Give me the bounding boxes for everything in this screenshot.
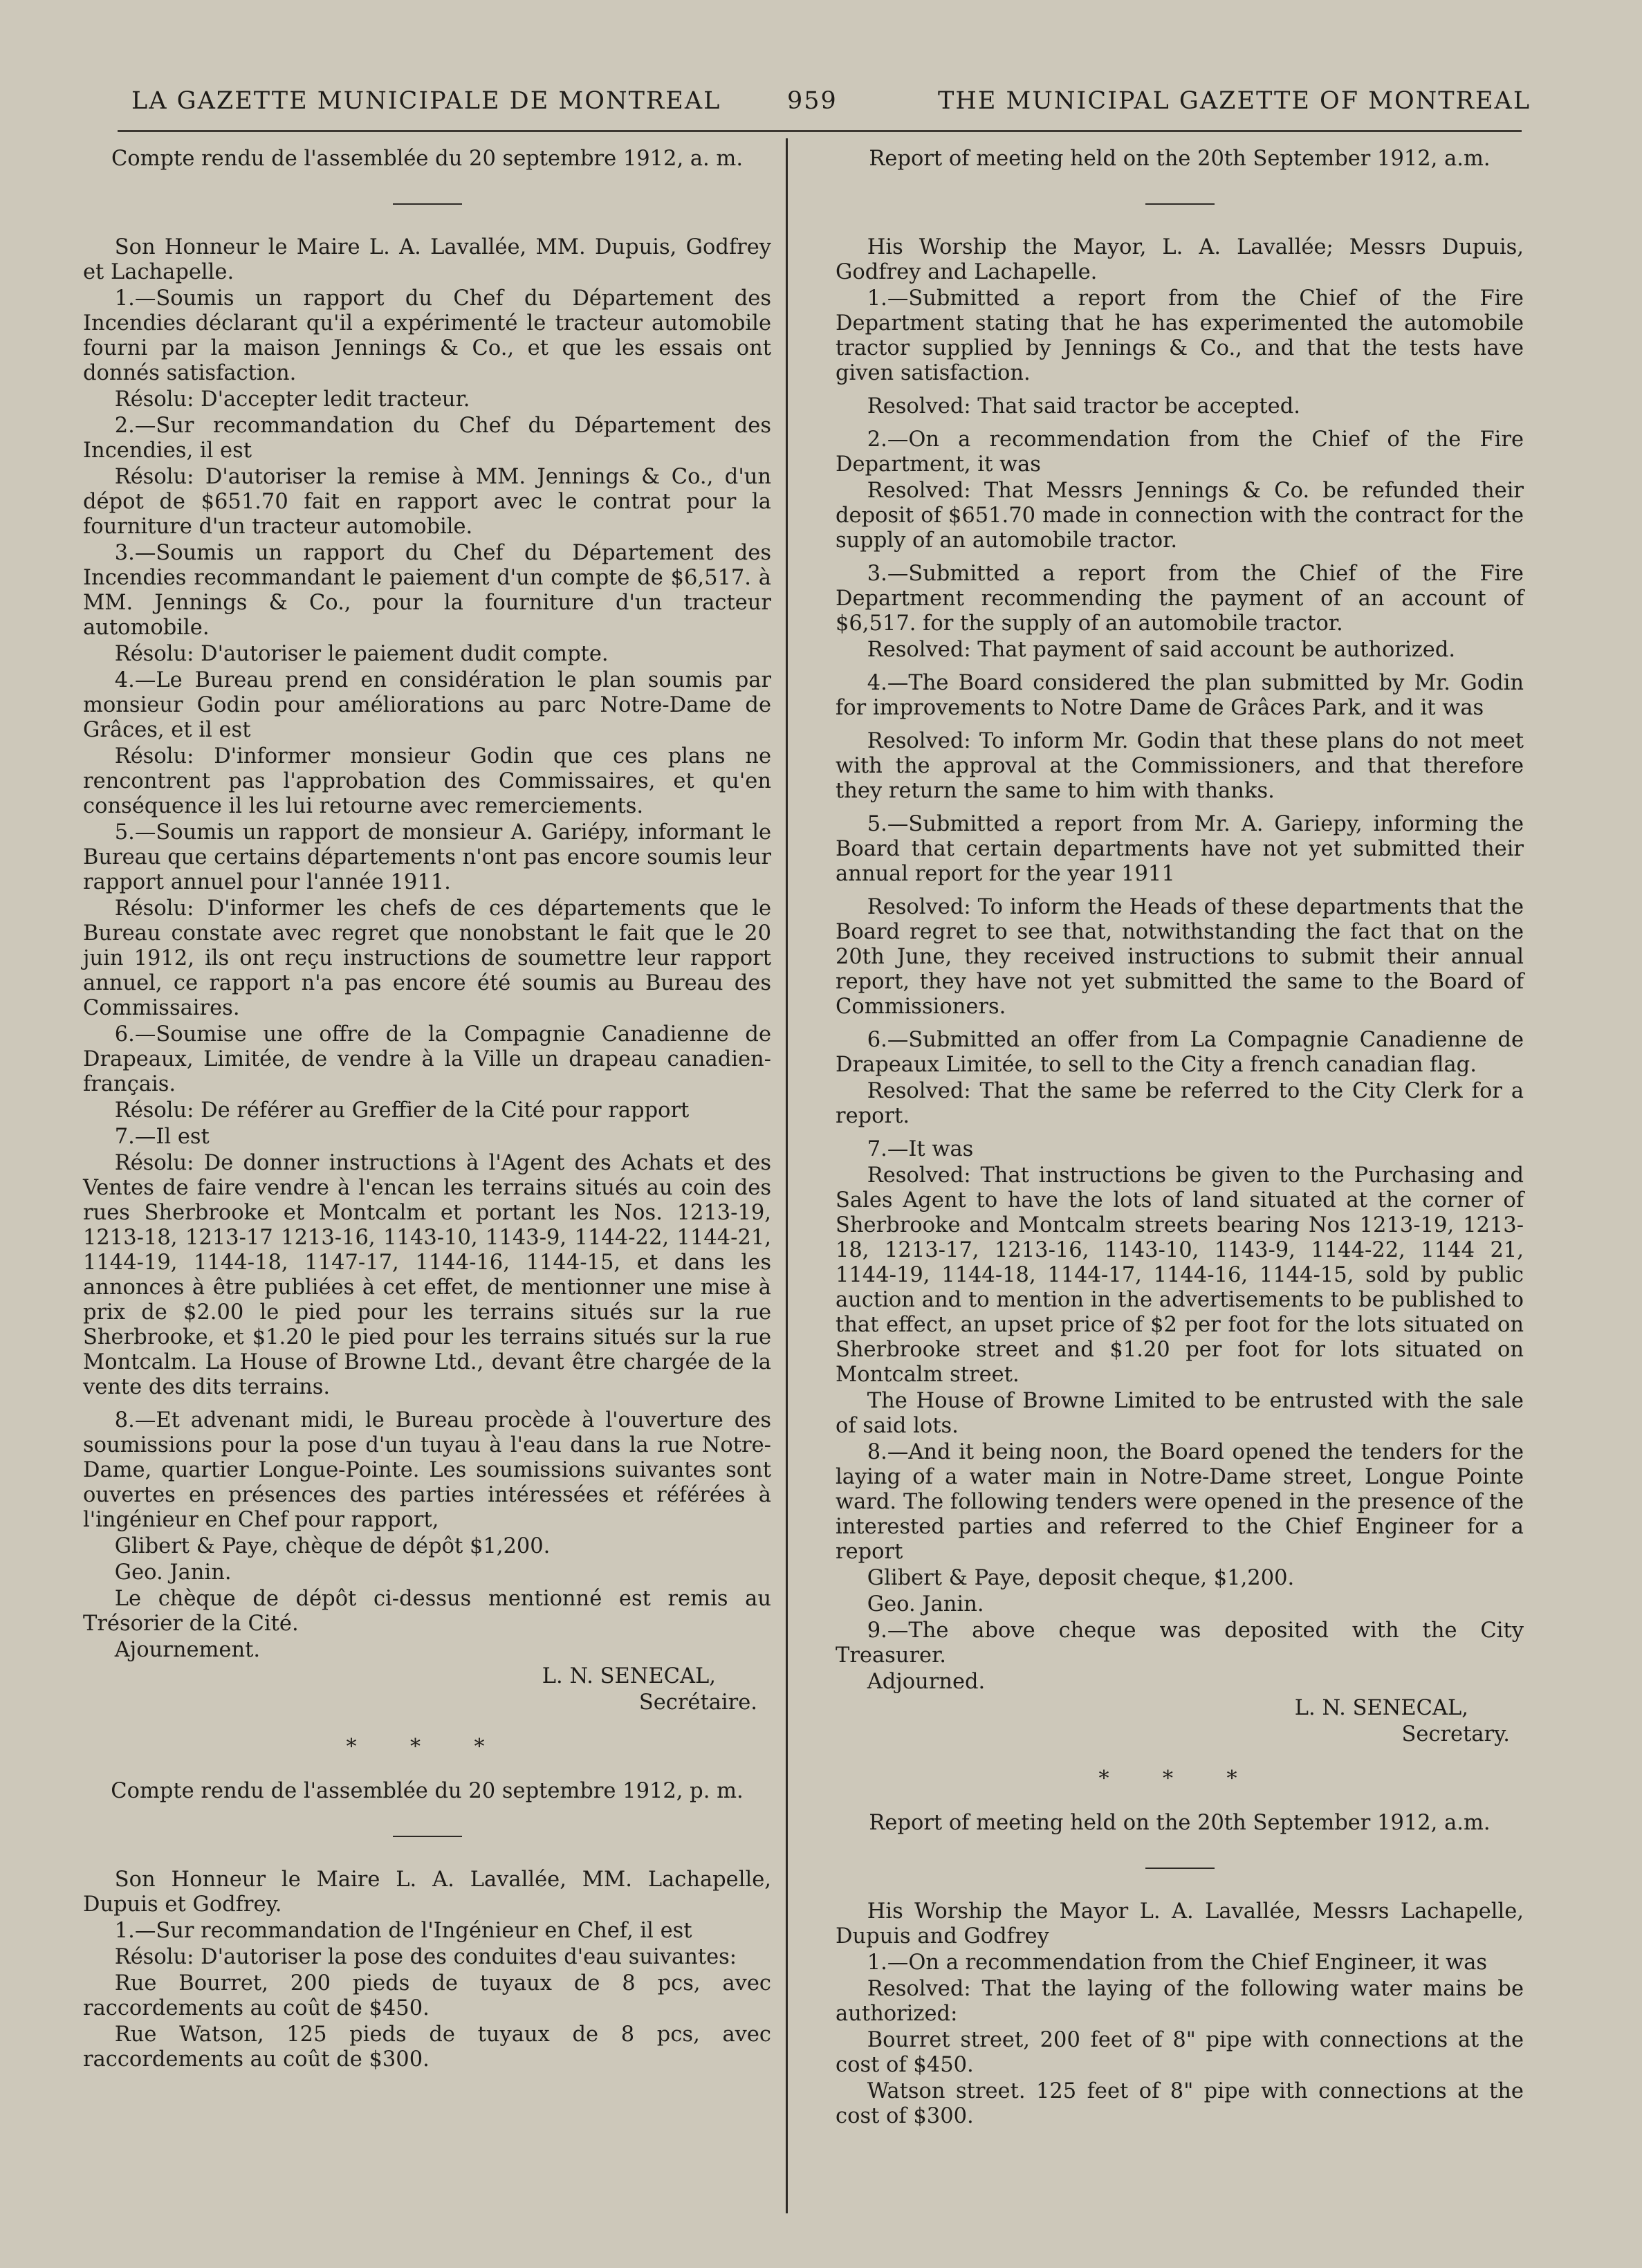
section-stars: * * *	[346, 1735, 508, 1759]
english-am-item-9: 9.—The above cheque was deposited with the City Treasurer.	[836, 1619, 1524, 1668]
english-am-resolution-7: Resolved: That instructions be given to the Purchasing and Sales Agent to have the lots of land situated at the corner of Sherbrooke and Montcalm streets bearing Nos 1213-19, 1213-18, 1213-17, 1213-16, 1143-10, 1143-9, 1144-22, 1144 21, 1144-19, 1144-18, 1144-17, 1144-16, 1144-15, sold by public auction and to mention in the advertisements to be published to that effect, an upset price of $2 per foot for the lots situated on Sherbrooke street and $1.20 per foot for lots situated on Montcalm street.	[836, 1163, 1524, 1387]
french-am-item-2: 2.—Sur recommandation du Chef du Département des Incendies, il est	[83, 414, 771, 463]
french-am-item-3: 3.—Soumis un rapport du Chef du Département des Incendies recommandant le paiement d'un compte de $6,517. à MM. Jennings & Co., pour la fourniture d'un tracteur automobile.	[83, 541, 771, 640]
french-am-present: Son Honneur le Maire L. A. Lavallée, MM. Dupuis, Godfrey et Lachapelle.	[83, 235, 771, 284]
english-am-tender-2: Geo. Janin.	[867, 1592, 984, 1616]
french-pm-title: Compte rendu de l'assemblée du 20 septembre 1912, p. m.	[111, 1779, 744, 1803]
french-am-resolution-5: Résolu: D'informer les chefs de ces départements que le Bureau constate avec regret que nonobstant le fait que le 20 juin 1912, ils ont reçu instructions de soumettre leur rapport annuel, ce rapport n'a pas encore été soumis au Bureau des Commissaires.	[83, 896, 771, 1020]
french-am-resolution-7: Résolu: De donner instructions à l'Agent des Achats et des Ventes de faire vendre à l'encan les terrains situés au coin des rues Sherbrooke et Montcalm et portant les Nos. 1213-19, 1213-18, 1213-17 1213-16, 1143-10, 1143-9, 1144-22, 1144-21, 1144-19, 1144-18, 1147-17, 1144-16, 1144-15, et dans les annonces à être publiées à cet effet, de mentionner une mise à prix de $2.00 le pied pour les terrains situés sur la rue Sherbrooke, et $1.20 le pied pour les terrains situés sur la rue Montcalm. La House of Browne Ltd., devant être chargée de la vente des dits terrains.	[83, 1151, 771, 1399]
english-am-item-5: 5.—Submitted a report from Mr. A. Gariepy, informing the Board that certain departments have not yet submitted their annual report for the year 1911	[836, 812, 1524, 886]
english-am-resolution-5: Resolved: To inform the Heads of these departments that the Board regret to see that, notwithstanding the fact that on the 20th June, they received instructions to submit their annual report, they have not yet submitted the same to the Board of Commissioners.	[836, 895, 1524, 1019]
section-rule	[1145, 1868, 1215, 1869]
french-am-item-9: Le chèque de dépôt ci-dessus mentionné est remis au Trésorier de la Cité.	[83, 1587, 771, 1636]
french-am-resolution-2: Résolu: D'autoriser la remise à MM. Jennings & Co., d'un dépot de $651.70 fait en rapport avec le contrat pour la fourniture d'un tracteur automobile.	[83, 465, 771, 539]
french-am-item-6: 6.—Soumise une offre de la Compagnie Canadienne de Drapeaux, Limitée, de vendre à la Ville un drapeau canadien-français.	[83, 1022, 771, 1096]
column-divider	[786, 138, 788, 2213]
french-am-item-1: 1.—Soumis un rapport du Chef du Département des Incendies déclarant qu'il a expérimenté le tracteur automobile fourni par la maison Jennings & Co., et que les essais ont donnés satisfaction.	[83, 286, 771, 385]
french-am-item-8: 8.—Et advenant midi, le Bureau procède à l'ouverture des soumissions pour la pose d'un tuyau à l'eau dans la rue Notre-Dame, quartier Longue-Pointe. Les soumissions suivantes sont ouvertes en présences des parties intéressées et référées à l'ingénieur en Chef pour rapport,	[83, 1408, 771, 1532]
english-am-item-7-note: The House of Browne Limited to be entrusted with the sale of said lots.	[836, 1389, 1524, 1438]
french-am-resolution-6: Résolu: De référer au Greffier de la Cité pour rapport	[114, 1098, 690, 1123]
french-am-item-7: 7.—Il est	[114, 1125, 210, 1149]
english-am-item-3: 3.—Submitted a report from the Chief of the Fire Department recommending the payment of an account of $6,517. for the supply of an automobile tractor.	[836, 562, 1524, 636]
french-pm-water-main-2: Rue Watson, 125 pieds de tuyaux de 8 pcs, avec raccordements au coût de $300.	[83, 2022, 771, 2072]
english-am-item-7: 7.—It was	[867, 1137, 974, 1161]
french-am-item-5: 5.—Soumis un rapport de monsieur A. Gariépy, informant le Bureau que certains départements n'ont pas encore soumis leur rapport annuel pour l'année 1911.	[83, 820, 771, 894]
french-pm-present: Son Honneur le Maire L. A. Lavallée, MM. Lachapelle, Dupuis et Godfrey.	[83, 1868, 771, 1917]
french-am-item-4: 4.—Le Bureau prend en considération le plan soumis par monsieur Godin pour améliorations au parc Notre-Dame de Grâces, et il est	[83, 668, 771, 742]
english-am-resolution-6: Resolved: That the same be referred to the City Clerk for a report.	[836, 1079, 1524, 1128]
french-am-tender-2: Geo. Janin.	[114, 1560, 232, 1585]
english-am-resolution-2: Resolved: That Messrs Jennings & Co. be refunded their deposit of $651.70 made in connection with the contract for the supply of an automobile tractor.	[836, 479, 1524, 553]
english-am-title: Report of meeting held on the 20th September 1912, a.m.	[869, 147, 1491, 171]
header-english-title: THE MUNICIPAL GAZETTE OF MONTREAL	[938, 87, 1531, 115]
section-rule	[393, 1836, 462, 1837]
english-am-item-6: 6.—Submitted an offer from La Compagnie Canadienne de Drapeaux Limitée, to sell to the City a french canadian flag.	[836, 1028, 1524, 1077]
english-pm-resolution-1: Resolved: That the laying of the following water mains be authorized:	[836, 1977, 1524, 2026]
section-rule	[393, 203, 462, 205]
english-am-signature-role: Secretary.	[1401, 1722, 1510, 1746]
english-am-item-1: 1.—Submitted a report from the Chief of the Fire Department stating that he has experimented the automobile tractor supplied by Jennings & Co., and that the tests have given satisfaction.	[836, 286, 1524, 385]
english-pm-item-1: 1.—On a recommendation from the Chief Engineer, it was	[867, 1951, 1488, 1975]
english-am-resolution-1: Resolved: That said tractor be accepted.	[867, 394, 1300, 418]
english-am-resolution-4: Resolved: To inform Mr. Godin that these plans do not meet with the approval at the Commissioners, and that therefore they return the same to him with thanks.	[836, 729, 1524, 803]
english-pm-title: Report of meeting held on the 20th September 1912, a.m.	[869, 1811, 1491, 1835]
english-am-resolution-3: Resolved: That payment of said account be authorized.	[867, 638, 1456, 662]
english-column	[836, 147, 1524, 2130]
french-pm-resolution-1: Résolu: D'autoriser la pose des conduites d'eau suivantes:	[114, 1945, 737, 1969]
english-pm-water-main-2: Watson street. 125 feet of 8" pipe with connections at the cost of $300.	[836, 2079, 1524, 2128]
french-am-title: Compte rendu de l'assemblée du 20 septembre 1912, a. m.	[111, 147, 744, 171]
english-pm-present: His Worship the Mayor L. A. Lavallée, Messrs Lachapelle, Dupuis and Godfrey	[836, 1899, 1524, 1948]
french-pm-item-1: 1.—Sur recommandation de l'Ingénieur en Chef, il est	[114, 1919, 692, 1943]
section-stars: * * *	[1098, 1767, 1261, 1791]
english-am-adjournment: Adjourned.	[867, 1670, 986, 1694]
english-am-item-8: 8.—And it being noon, the Board opened the tenders for the laying of a water main in Notre-Dame street, Longue Pointe ward. The following tenders were opened in the presence of the interested parties and referred to the Chief Engineer for a report	[836, 1440, 1524, 1564]
header-french-title: LA GAZETTE MUNICIPALE DE MONTREAL	[131, 87, 721, 115]
french-pm-water-main-1: Rue Bourret, 200 pieds de tuyaux de 8 pcs, avec raccordements au coût de $450.	[83, 1971, 771, 2020]
french-am-signature-role: Secrétaire.	[638, 1690, 757, 1715]
english-am-signature-name: L. N. SENECAL,	[1294, 1696, 1468, 1720]
french-am-resolution-4: Résolu: D'informer monsieur Godin que ces plans ne rencontrent pas l'approbation des Commissaires, et qu'en conséquence il les lui retourne avec remerciements.	[83, 744, 771, 818]
english-am-item-2: 2.—On a recommendation from the Chief of the Fire Department, it was	[836, 427, 1524, 477]
french-am-resolution-1: Résolu: D'accepter ledit tracteur.	[114, 387, 470, 412]
french-column	[83, 147, 771, 2074]
english-am-present: His Worship the Mayor, L. A. Lavallée; Messrs Dupuis, Godfrey and Lachapelle.	[836, 235, 1524, 284]
french-am-signature-name: L. N. SENECAL,	[542, 1664, 716, 1688]
french-am-resolution-3: Résolu: D'autoriser le paiement dudit compte.	[114, 642, 609, 666]
english-am-tender-1: Glibert & Paye, deposit cheque, $1,200.	[867, 1566, 1295, 1590]
section-rule	[1145, 203, 1215, 205]
header-rule	[118, 130, 1522, 132]
page-number: 959	[787, 87, 838, 115]
french-am-tender-1: Glibert & Paye, chèque de dépôt $1,200.	[114, 1534, 551, 1558]
french-am-adjournment: Ajournement.	[114, 1638, 261, 1662]
english-am-item-4: 4.—The Board considered the plan submitted by Mr. Godin for improvements to Notre Dame de Grâces Park, and it was	[836, 671, 1524, 720]
english-pm-water-main-1: Bourret street, 200 feet of 8" pipe with connections at the cost of $450.	[836, 2028, 1524, 2077]
